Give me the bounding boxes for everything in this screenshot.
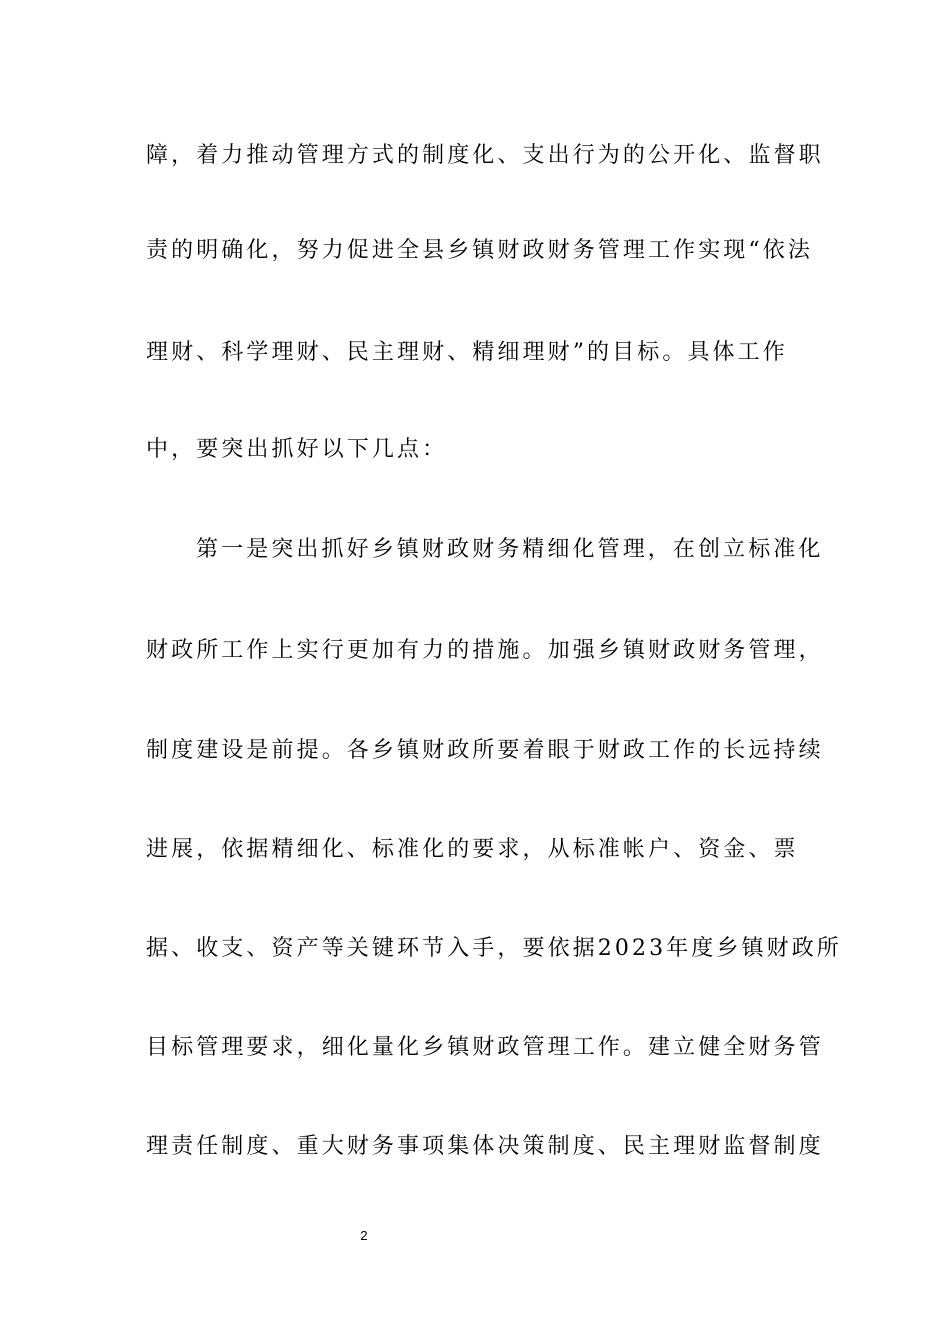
paragraph-line: 理责任制度、重大财务事项集体决策制度、民主理财监督制度 (146, 1134, 824, 1159)
paragraph-line: 第一是突出抓好乡镇财政财务精细化管理，在创立标准化 (196, 537, 824, 562)
paragraph-line: 障，着力推动管理方式的制度化、支出行为的公开化、监督职 (146, 143, 824, 168)
paragraph-line: 责的明确化，努力促进全县乡镇财政财务管理工作实现“依法 (146, 238, 813, 263)
page-number: 2 (360, 1228, 368, 1243)
paragraph-line: 进展，依据精细化、标准化的要求，从标准帐户、资金、票 (146, 837, 799, 862)
paragraph-line: 目标管理要求，细化量化乡镇财政管理工作。建立健全财务管 (146, 1035, 824, 1060)
paragraph-line: 中，要突出抓好以下几点： (146, 437, 448, 462)
paragraph-line: 制度建设是前提。各乡镇财政所要着眼于财政工作的长远持续 (146, 738, 824, 763)
paragraph-line: 财政所工作上实行更加有力的措施。加强乡镇财政财务管理， (146, 638, 824, 663)
paragraph-line: 据、收支、资产等关键环节入手，要依据2023年度乡镇财政所 (146, 936, 842, 961)
paragraph-line: 理财、科学理财、民主理财、精细理财”的目标。具体工作 (146, 340, 788, 365)
